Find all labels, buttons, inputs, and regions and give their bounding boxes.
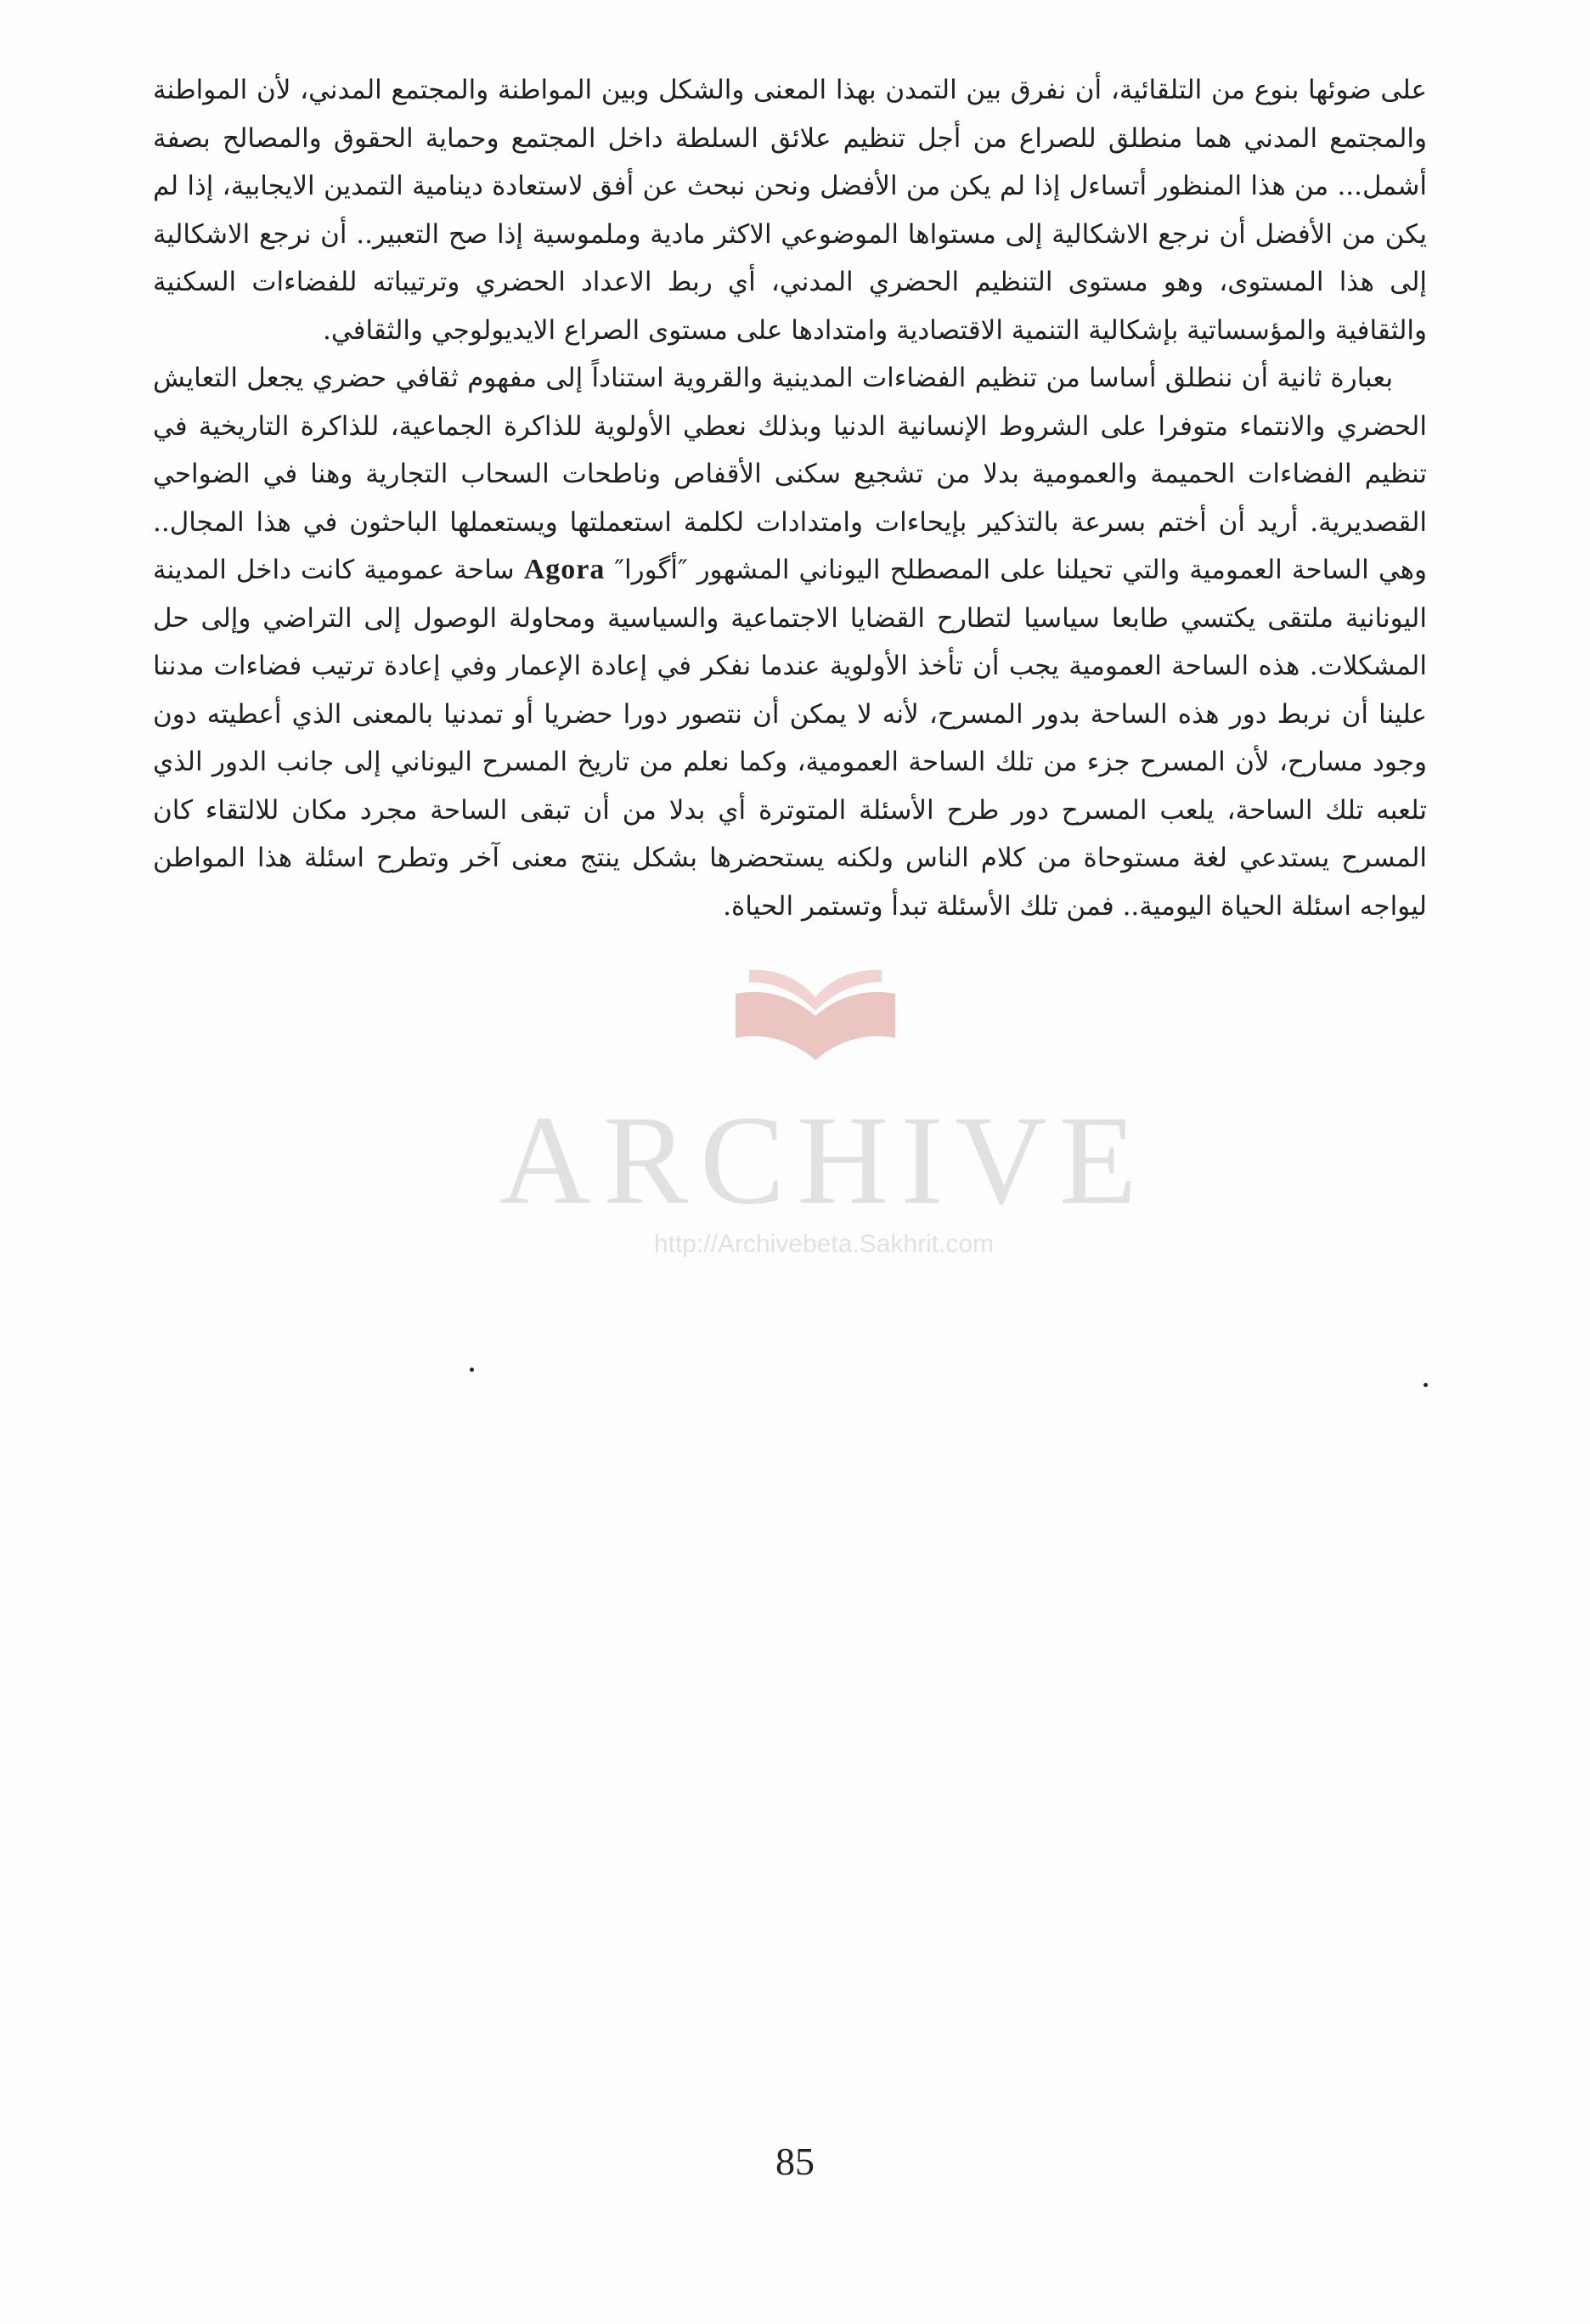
paragraph-2-part-2: ساحة عمومية كانت داخل المدينة اليونانية ملتقى يكتسي طابعا سياسيا لتطارح القضايا الاجتماعية والسياسية ومحاولة الوصول إلى التراضي وإلى حل المشكلات. هذه الساحة العمومية يجب أن تأخذ الأولوية عندما نفكر في إعادة الإعمار وفي إعادة ترتيب فضاءات مدننا علينا أن نربط دور هذه الساحة بدور المسرح، لأنه لا يمكن أن نتصور دورا حضريا أو تمدنيا بالمعنى الذي أعطيته دون وجود مسارح، لأن المسرح جزء من تلك الساحة العمومية، وكما نعلم من تاريخ المسرح اليوناني إلى جانب الدور الذي تلعبه تلك الساحة، يلعب المسرح دور طرح الأسئلة المتوترة أي بدلا من أن تبقى الساحة مجرد مكان للالتقاء كان المسرح يستدعي لغة مستوحاة من كلام الناس ولكنه يستحضرها بشكل ينتج معنى آخر وتطرح اسئلة هذا المواطن ليواجه اسئلة الحياة اليومية.. فمن تلك الأسئلة تبدأ وتستمر الحياة.: [153, 555, 1427, 922]
paragraph-2: [153, 354, 1427, 930]
paragraph-1: على ضوئها بنوع من التلقائية، أن نفرق بين التمدن بهذا المعنى والشكل وبين المواطنة والمجتمع المدني، لأن المواطنة والمجتمع المدني هما منطلق للصراع من أجل تنظيم علائق السلطة داخل المجتمع وحماية الحقوق والمصالح بصفة أشمل... من هذا المنظور أتساءل إذا لم يكن من الأفضل ونحن نبحث عن أفق لاستعادة دينامية التمدين الايجابية، إذا لم يكن من الأفضل أن نرجع الاشكالية إلى مستواها الموضوعي الاكثر مادية وملموسية إذا صح التعبير.. أن نرجع الاشكالية إلى هذا المستوى، وهو مستوى التنظيم الحضري المدني، أي ربط الاعداد الحضري وترتيباته للفضاءات السكنية والثقافية والمؤسساتية بإشكالية التنمية الاقتصادية وامتدادها على مستوى الصراع الايديولوجي والثقافي.: [153, 75, 1427, 346]
stray-mark: [1424, 1383, 1428, 1387]
book-logo-icon: [730, 960, 900, 1070]
agora-term: Agora: [523, 554, 606, 585]
watermark-url: http://Archivebeta.Sakhrit.com: [653, 1230, 995, 1258]
body-text: [153, 66, 1427, 930]
paragraph-2-part-1: بعبارة ثانية أن ننطلق أساسا من تنظيم الفضاءات المدينية والقروية استناداً إلى مفهوم ثقافي حضري يجعل التعايش الحضري والانتماء متوفرا على الشروط الإنسانية الدنيا وبذلك نعطي الأولوية للذاكرة الجماعية، للذاكرة التاريخية في تنظيم الفضاءات الحميمة والعمومية بدلا من تشجيع سكنى الأقفاص وناطحات السحاب التجارية وهنا في الضواحي القصديرية. أريد أن أختم بسرعة بالتذكير بإيحاءات وامتدادات لكلمة استعملتها ويستعملها الباحثون في هذا المجال.. وهي الساحة العمومية والتي تحيلنا على المصطلح اليوناني المشهور ″أگورا″: [153, 363, 1427, 585]
archive-watermark: [442, 960, 1206, 1317]
stray-mark: [470, 1368, 474, 1372]
watermark-title: ARCHIVE: [499, 1090, 1149, 1231]
page-number: 85: [775, 2140, 815, 2183]
